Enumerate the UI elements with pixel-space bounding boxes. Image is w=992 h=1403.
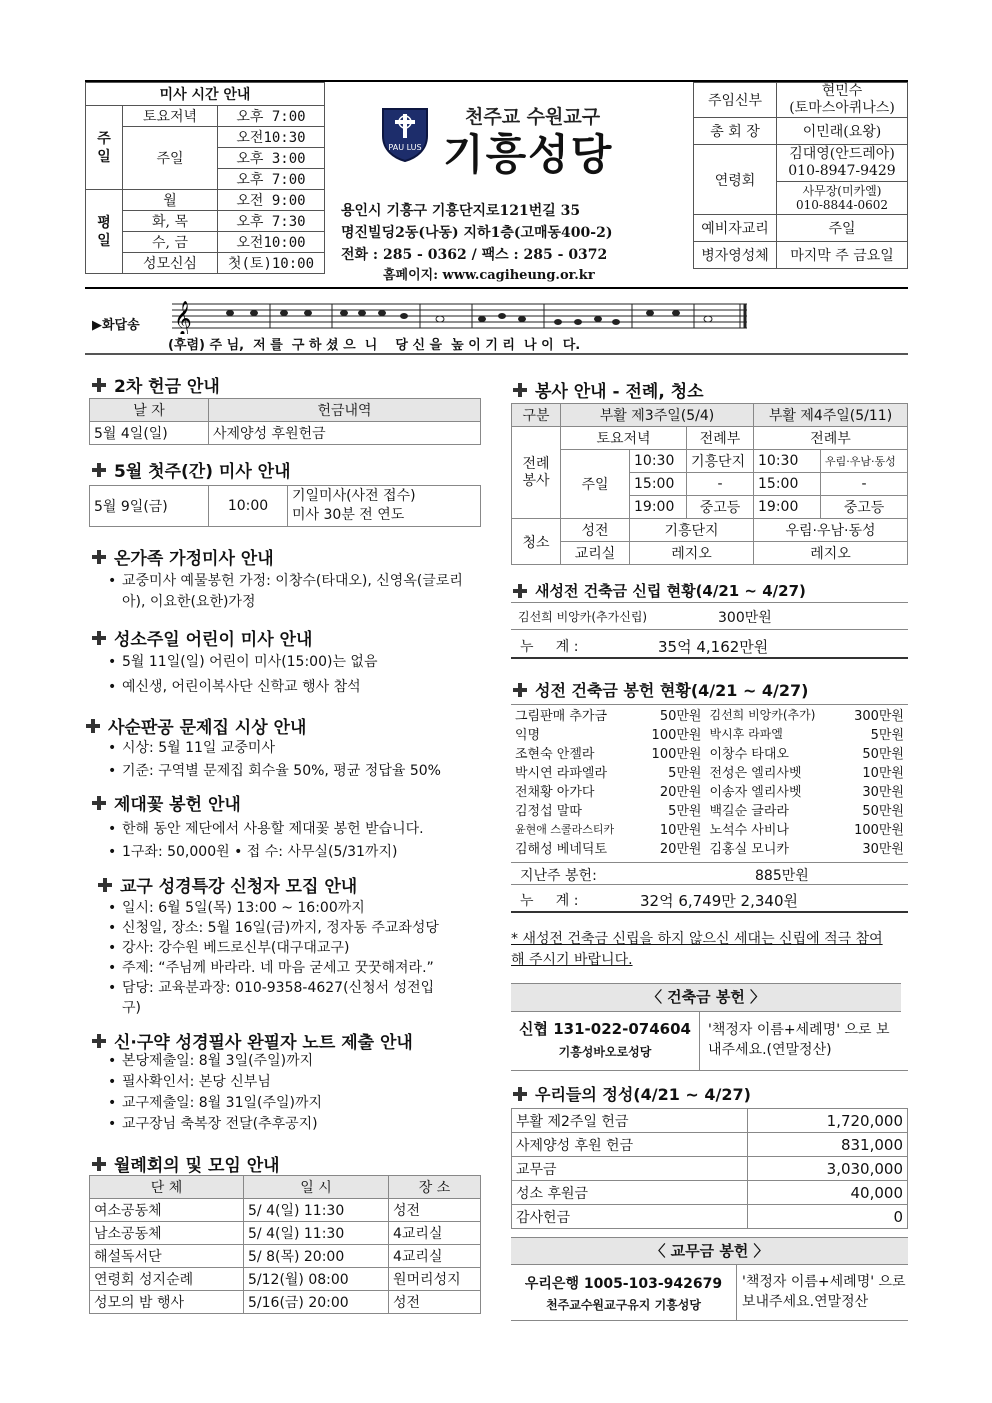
divider (511, 1070, 908, 1071)
list-item: • 5월 11일(일) 어린이 미사(15:00)는 없음 (104, 650, 484, 675)
table-cell: 전채황 아가다 (515, 785, 595, 800)
table-cell: 15:00 (630, 473, 687, 496)
table-cell: 50만원 (659, 709, 702, 724)
table-cell: 50만원 (862, 747, 904, 762)
table-cell: 5만원 (668, 766, 702, 781)
pledge-amount: 300만원 (718, 610, 772, 626)
table-cell: 10:30 (754, 450, 821, 473)
list-item: • 교중미사 예물봉헌 가정: 이창수(타대오), 신영옥(글로리아), 이요한(요한)가정 (104, 571, 484, 613)
section-title: 월례회의 및 모임 안내 (114, 1156, 280, 1176)
table-cell: 5/12(월) 08:00 (244, 1268, 389, 1291)
service-table (511, 403, 908, 565)
mass-day: 토요저녁 (123, 106, 218, 127)
section-title: 우리들의 정성(4/21 ~ 4/27) (535, 1085, 751, 1104)
table-cell: 1,720,000 (748, 1109, 908, 1133)
table-cell: 중고등 (821, 496, 908, 519)
mass-time: 오후 7:00 (218, 169, 325, 190)
divider (699, 1012, 700, 1070)
col-header: 헌금내역 (209, 399, 481, 422)
altar-flower-heading (92, 790, 241, 815)
collection2-table (89, 398, 481, 445)
tithe-account-box (511, 1273, 736, 1313)
table-cell: 30만원 (862, 842, 904, 857)
table-cell: 100만원 (854, 823, 904, 838)
table-cell: 부활 제2주일 헌금 (512, 1109, 748, 1133)
section-title: 사순판공 문제집 시상 안내 (108, 718, 307, 738)
tithe-account-memo: '책정자 이름+세례명' 으로 보내주세요.연말정산 (742, 1274, 906, 1310)
altar-flower-list (104, 818, 489, 864)
building-account-memo: '책정자 이름+세례명' 으로 보내주세요.(연말정산) (708, 1022, 890, 1058)
table-row (512, 1133, 908, 1157)
music-staff (172, 298, 750, 334)
offerings-table (511, 1108, 908, 1229)
divider (511, 629, 908, 630)
table-cell: 15:00 (754, 473, 821, 496)
table-row (511, 705, 908, 725)
table-cell: 전례 봉사 (512, 427, 561, 519)
divider (736, 1265, 737, 1320)
table-cell: 전성은 엘리사벳 (709, 766, 802, 781)
vocation-list (104, 650, 484, 700)
table-cell: 사제양성 후원 헌금 (512, 1133, 748, 1157)
pledge-total-label: 누 계 : (520, 639, 579, 655)
table-cell: 100만원 (651, 747, 702, 762)
table-row (90, 1222, 481, 1245)
table-cell: 교무금 (512, 1157, 748, 1181)
church-phone: 전화 : 285 - 0362 / 팩스 : 285 - 0372 (341, 247, 608, 263)
svg-text:PAU LUS: PAU LUS (388, 143, 422, 152)
mass-time-title: 미사 시간 안내 (86, 83, 325, 106)
table-cell: 조현숙 안젤라 (515, 747, 595, 762)
church-name: 기흥성당 (443, 130, 614, 179)
tithe-account-number[interactable]: 우리은행 1005-103-942679 (524, 1276, 723, 1292)
col-header: 단 체 (90, 1176, 244, 1199)
cross-icon (92, 378, 106, 392)
section-title: 온가족 가정미사 안내 (114, 549, 274, 569)
building-account-box (511, 1018, 699, 1060)
cross-icon (92, 550, 106, 564)
table-cell: 5만원 (870, 728, 904, 743)
table-cell: 10만원 (862, 766, 904, 781)
list-item: • 일시: 6월 5일(목) 13:00 ~ 16:00까지 (104, 898, 449, 918)
hymn-label: ▶화답송 (92, 318, 140, 333)
table-cell: 박시연 라파엘라 (515, 766, 608, 781)
table-row (511, 762, 908, 781)
table-cell: 5월 9일(금) (90, 486, 209, 527)
hymn-lyrics: (후렴) 주 님, 저 를 구 하 셨 으 니 당 신 을 높 이 기 리 나 이 다. (168, 338, 581, 353)
table-cell: 성소 후원금 (512, 1181, 748, 1205)
cross-icon (92, 1034, 106, 1048)
list-item: • 담당: 교육분과장: 010-9358-4627(신청서 성전입구) (104, 978, 449, 1018)
building-account-number[interactable]: 신협 131-022-074604 (519, 1020, 691, 1038)
offerings-heading (513, 1082, 751, 1105)
divider (511, 862, 908, 863)
list-item: • 시상: 5월 11일 교중미사 (104, 737, 489, 760)
table-cell: 20만원 (659, 785, 702, 800)
table-cell: 5/ 4(일) 11:30 (244, 1222, 389, 1245)
list-item: • 예신생, 어린이복사단 신학교 행사 참석 (104, 675, 484, 700)
table-cell: 이송자 엘리사벳 (709, 785, 802, 800)
table-cell: 사제양성 후원헌금 (209, 422, 481, 445)
col-header: 부활 제3주일(5/4) (561, 404, 754, 427)
divider (511, 884, 908, 885)
mass-time: 첫(토)10:00 (218, 253, 325, 274)
cross-icon (92, 631, 106, 645)
list-item: • 교구장님 축복장 전달(추후공지) (104, 1114, 484, 1135)
meetings-table (89, 1175, 481, 1314)
section-title: 성전 건축금 봉헌 현황(4/21 ~ 4/27) (535, 681, 809, 700)
staff-role: 주임신부 (694, 83, 777, 118)
building-total: 32억 6,749만 2,340원 (640, 892, 798, 910)
table-cell: 김해성 베네딕토 (515, 842, 608, 857)
building-account-holder: 기흥성바오로성당 (558, 1045, 652, 1059)
table-cell: 미사 30분 전 연도 (292, 507, 405, 523)
section-title: 제대꽃 봉헌 안내 (114, 795, 241, 815)
cross-icon (92, 796, 106, 810)
church-address-2: 명진빌딩2동(나동) 지하1층(고매동400-2) (341, 225, 613, 241)
table-cell: 우림·우남·동성 (754, 519, 908, 542)
table-cell: 40,000 (748, 1181, 908, 1205)
table-row (90, 1268, 481, 1291)
table-row (511, 800, 908, 819)
table-cell: 4교리실 (389, 1245, 481, 1268)
table-cell: 3,030,000 (748, 1157, 908, 1181)
table-row (512, 1181, 908, 1205)
table-row (90, 1199, 481, 1222)
lastweek-amount: 885만원 (755, 868, 809, 884)
table-cell: - (687, 473, 754, 496)
table-cell: 윤현애 스콜라스티카 (515, 822, 615, 836)
staff-role: 연령회 (694, 145, 777, 215)
table-row (512, 1157, 908, 1181)
table-cell: 남소공동체 (90, 1222, 244, 1245)
table-cell: 노석수 사비나 (709, 823, 789, 838)
table-row (90, 1245, 481, 1268)
staff-value: 김대영(안드레아) 010-8947-9429 (777, 145, 908, 182)
table-cell: 레지오 (754, 542, 908, 565)
svg-text:𝄞: 𝄞 (174, 301, 192, 334)
staff-value: 주일 (777, 215, 908, 242)
hymn-bottom-rule (85, 353, 908, 355)
table-cell: - (821, 473, 908, 496)
table-cell: 기흥단지 (687, 450, 754, 473)
section-title: 5월 첫주(간) 미사 안내 (114, 462, 291, 482)
table-row (511, 724, 908, 743)
table-cell: 10:00 (209, 486, 288, 527)
table-cell: 5월 4일(일) (90, 422, 209, 445)
lent-book-heading (86, 713, 306, 738)
church-title-block (325, 82, 693, 287)
mass-time: 오후 3:00 (218, 148, 325, 169)
table-row (511, 838, 908, 857)
table-cell: 주일 (561, 450, 630, 519)
pledge-name: 김선희 비앙카(추가신립) (518, 610, 648, 624)
mass-time: 오후 7:00 (218, 106, 325, 127)
table-cell: 5/16(금) 20:00 (244, 1291, 389, 1314)
mass-time: 오전10:30 (218, 127, 325, 148)
table-cell: 기일미사(사전 접수) (292, 488, 416, 504)
table-cell: 20만원 (659, 842, 702, 857)
building-fund-heading (513, 678, 808, 701)
table-cell: 원머리성지 (389, 1268, 481, 1291)
table-cell: 5만원 (668, 804, 702, 819)
table-cell: 10:30 (630, 450, 687, 473)
table-cell: 19:00 (754, 496, 821, 519)
list-item: • 1구좌: 50,000원 • 접 수: 사무실(5/31까지) (104, 841, 489, 864)
table-cell: 레지오 (630, 542, 754, 565)
table-cell: 우림·우남·동성 (821, 450, 908, 473)
table-cell: 여소공동체 (90, 1199, 244, 1222)
mass-time: 오후 7:30 (218, 211, 325, 232)
meetings-heading (92, 1151, 280, 1176)
divider (511, 911, 908, 913)
table-cell: 4교리실 (389, 1222, 481, 1245)
section-title: 신·구약 성경필사 완필자 노트 제출 안내 (114, 1033, 413, 1053)
table-cell: 김선희 비앙카(추가) (709, 708, 816, 722)
sunday-label: 주 일 (86, 106, 123, 190)
tithe-account-title: 〈 교무금 봉헌 〉 (511, 1237, 908, 1265)
bible-lecture-heading (98, 872, 357, 897)
staff-value: 이민래(요왕) (777, 118, 908, 145)
pledge-heading (513, 580, 806, 601)
weekday-label: 평 일 (86, 190, 123, 274)
cross-icon (513, 1087, 527, 1101)
header-bottom-rule (85, 287, 908, 289)
table-cell: 백길순 글라라 (709, 804, 789, 819)
divider (511, 1320, 908, 1321)
cross-icon (98, 878, 112, 892)
table-cell: 토요저녁 (561, 427, 687, 450)
lent-book-list (104, 737, 489, 783)
col-header: 구분 (512, 404, 561, 427)
staff-table (693, 82, 908, 269)
mass-day: 월 (123, 190, 218, 211)
table-row (511, 781, 908, 800)
staff-value: 사무장(미카엘) 010-8844-0602 (777, 182, 908, 215)
bible-lecture-list (104, 898, 449, 1018)
vocation-heading (92, 625, 312, 650)
table-cell: 100만원 (651, 728, 702, 743)
mass-time: 오전 9:00 (218, 190, 325, 211)
table-row (511, 819, 908, 838)
cross-icon (86, 719, 100, 733)
collection2-heading (92, 372, 220, 397)
mass-day: 화, 목 (123, 211, 218, 232)
table-cell: 기흥단지 (630, 519, 754, 542)
col-header: 부활 제4주일(5/11) (754, 404, 908, 427)
list-item: • 본당제출일: 8월 3일(주일)까지 (104, 1051, 484, 1072)
list-item: • 강사: 강수원 베드로신부(대구대교구) (104, 938, 449, 958)
cross-icon (513, 383, 527, 397)
table-cell: 전례부 (687, 427, 754, 450)
table-cell: 50만원 (862, 804, 904, 819)
church-homepage[interactable]: 홈페이지: www.cagiheung.or.kr (383, 268, 595, 283)
table-cell: 전례부 (754, 427, 908, 450)
staff-value: 현민수 (토마스아퀴나스) (777, 83, 908, 118)
diocese-name: 천주교 수원교구 (465, 106, 601, 128)
col-header: 일 시 (244, 1176, 389, 1199)
staff-role: 총 회 장 (694, 118, 777, 145)
table-cell: 19:00 (630, 496, 687, 519)
table-cell: 10만원 (659, 823, 702, 838)
building-fund-table (511, 704, 908, 857)
table-cell: 성전 (389, 1199, 481, 1222)
mass-day: 주일 (123, 127, 218, 190)
list-item: • 교구제출일: 8월 31일(주일)까지 (104, 1093, 484, 1114)
table-cell: 연령회 성지순례 (90, 1268, 244, 1291)
table-row (512, 1205, 908, 1229)
col-header: 날 자 (90, 399, 209, 422)
table-row (90, 1291, 481, 1314)
mass-day: 성모신심 (123, 253, 218, 274)
table-cell: 5/ 4(일) 11:30 (244, 1199, 389, 1222)
staff-role: 예비자교리 (694, 215, 777, 242)
list-item: • 한해 동안 제단에서 사용할 제대꽃 봉헌 받습니다. (104, 818, 489, 841)
table-cell: 30만원 (862, 785, 904, 800)
mass-day: 수, 금 (123, 232, 218, 253)
divider (511, 657, 908, 659)
table-cell: 청소 (512, 519, 561, 565)
bible-copy-list (104, 1051, 484, 1135)
first-friday-heading (92, 457, 291, 482)
cross-icon (513, 683, 527, 697)
bible-copy-heading (92, 1028, 413, 1053)
table-cell: 성전 (561, 519, 630, 542)
section-title: 봉사 안내 - 전례, 청소 (535, 382, 704, 402)
lastweek-label: 지난주 봉헌: (520, 868, 597, 884)
table-cell: 성전 (389, 1291, 481, 1314)
staff-value: 마지막 주 금요일 (777, 242, 908, 269)
table-cell: 0 (748, 1205, 908, 1229)
table-cell: 300만원 (854, 709, 904, 724)
diocese-seal-icon (380, 106, 430, 162)
table-cell: 중고등 (687, 496, 754, 519)
pledge-total: 35억 4,162만원 (658, 638, 769, 656)
list-item: • 필사확인서: 본당 신부님 (104, 1072, 484, 1093)
cross-icon (92, 463, 106, 477)
section-title: 교구 성경특강 신청자 모집 안내 (120, 877, 358, 897)
table-cell: 해설독서단 (90, 1245, 244, 1268)
table-cell: 5/ 8(목) 20:00 (244, 1245, 389, 1268)
church-address-1: 용인시 기흥구 기흥단지로121번길 35 (341, 203, 581, 219)
section-title: 새성전 건축금 신립 현황(4/21 ~ 4/27) (535, 582, 806, 600)
section-title: 2차 헌금 안내 (114, 377, 220, 397)
section-title: 성소주일 어린이 미사 안내 (114, 630, 313, 650)
table-cell: 김정섭 말따 (515, 804, 582, 819)
table-cell: 감사헌금 (512, 1205, 748, 1229)
mass-time: 오전10:00 (218, 232, 325, 253)
pledge-box (511, 602, 908, 603)
table-cell: 성모의 밤 행사 (90, 1291, 244, 1314)
list-item: • 신청일, 장소: 5월 16일(금)까지, 정자동 주교좌성당 (104, 918, 449, 938)
service-heading (513, 377, 704, 402)
mass-time-table (85, 82, 325, 274)
family-mass-list (104, 571, 484, 613)
cross-icon (92, 1157, 106, 1171)
table-cell: 박시후 라파엘 (709, 727, 783, 741)
building-account-title: 〈 건축금 봉헌 〉 (511, 983, 901, 1012)
table-cell: 그림판매 추가금 (515, 709, 608, 724)
table-cell: 831,000 (748, 1133, 908, 1157)
list-item: • 기준: 구역별 문제집 회수율 50%, 평균 정답율 50% (104, 760, 489, 783)
table-cell: 김홍실 모니카 (709, 842, 789, 857)
tithe-account-holder: 천주교수원교구유지 기흥성당 (546, 1298, 701, 1312)
col-header: 장 소 (389, 1176, 481, 1199)
table-row (512, 1109, 908, 1133)
first-friday-table (89, 485, 481, 527)
list-item: • 주제: “주님께 바라라. 네 마음 굳세고 꿋꿋해져라.” (104, 958, 449, 978)
table-cell: 이창수 타대오 (709, 747, 789, 762)
building-note: * 새성전 건축금 신립을 하지 않으신 세대는 신립에 적극 참여해 주시기 바랍니다. (511, 931, 883, 968)
table-cell: 교리실 (561, 542, 630, 565)
family-mass-heading (92, 544, 274, 569)
staff-role: 병자영성체 (694, 242, 777, 269)
table-cell: 익명 (515, 728, 541, 743)
table-row (511, 743, 908, 762)
cross-icon (513, 584, 527, 598)
building-total-label: 누 계 : (520, 893, 579, 909)
